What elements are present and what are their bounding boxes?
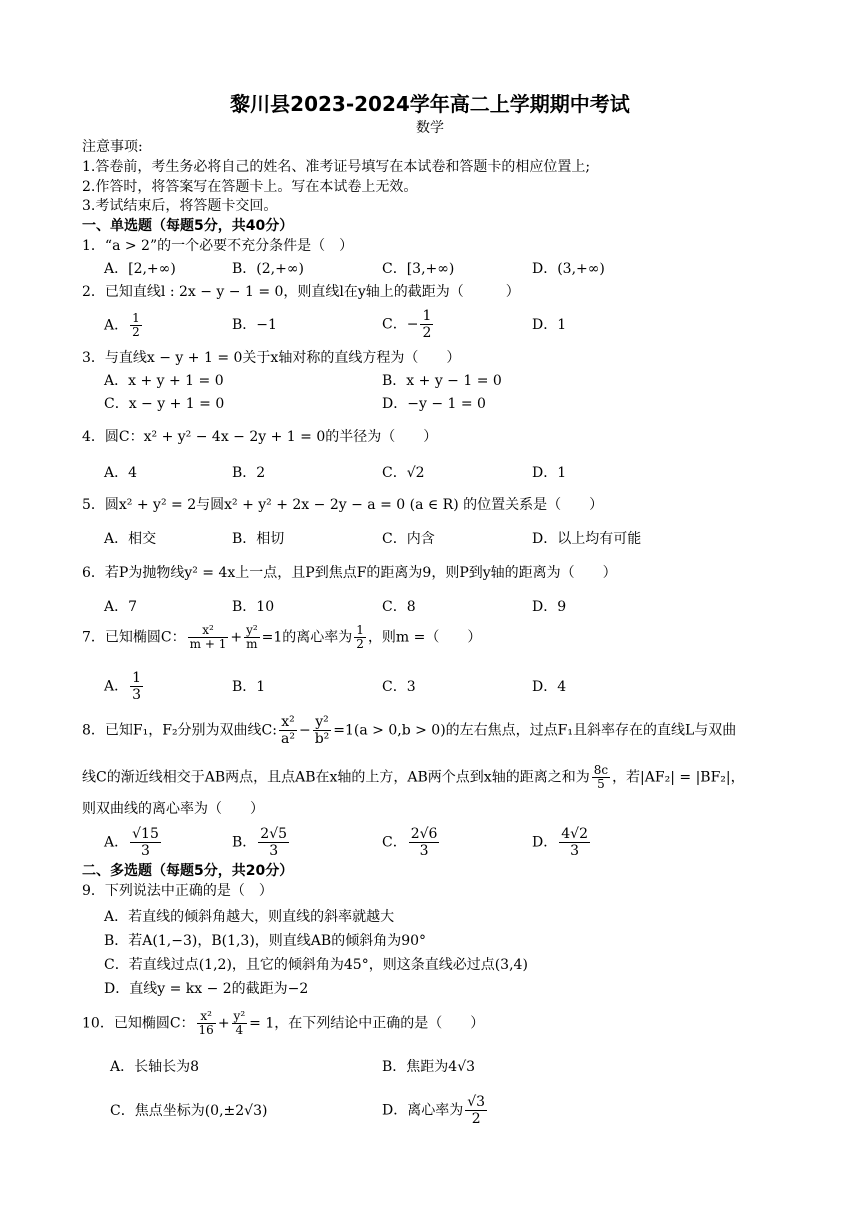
fraction [465, 1094, 487, 1127]
q8-line-2 [82, 764, 745, 791]
q10-stem-suffix: = 1，在下列结论中正确的是（ ） [249, 1015, 485, 1032]
fraction-numerator: 2√5 [260, 826, 288, 842]
fraction-denominator: m + 1 [189, 637, 227, 651]
fraction [592, 764, 610, 791]
q1-stem: 1．“a > 2”的一个必要不充分条件是（ ） [82, 238, 354, 254]
fraction [258, 826, 289, 859]
q1-option-d: D．(3,+∞) [532, 261, 605, 277]
q9-option-c: C．若直线过点(1,2)，且它的倾斜角为45°，则这条直线必过点(3,4) [104, 957, 528, 973]
q10-option-b: B．焦距为4√3 [382, 1059, 476, 1075]
fraction-denominator: 5 [597, 777, 605, 791]
fraction-denominator: 2 [356, 637, 364, 651]
fraction-numerator: x² [279, 714, 297, 731]
q4-option-c: C．√2 [382, 465, 425, 481]
q3-stem: 3．与直线x − y + 1 = 0关于x轴对称的直线方程为（ ） [82, 350, 461, 366]
q10-option-d [382, 1094, 489, 1127]
notice-item-1: 1.答卷前，考生务必将自己的姓名、准考证号填写在本试卷和答题卡的相应位置上; [82, 159, 591, 175]
fraction-denominator: m [246, 637, 258, 651]
q2-option-a [104, 312, 144, 339]
q4-stem: 4．圆C：x² + y² − 4x − 2y + 1 = 0的半径为（ ） [82, 429, 438, 445]
minus-sign: − [298, 722, 311, 739]
q10-stem [82, 1010, 484, 1037]
fraction-denominator: 3 [141, 843, 150, 859]
fraction-denominator: 3 [269, 843, 279, 859]
fraction [188, 624, 229, 651]
q6-option-a: A．7 [104, 599, 138, 615]
fraction [313, 714, 332, 747]
q5-option-c: C．内含 [382, 531, 435, 547]
q1-option-a: A．[2,+∞) [104, 261, 176, 277]
subject-label: 数学 [416, 120, 444, 136]
fraction-denominator: 3 [419, 843, 429, 859]
q8-line-3: 则双曲线的离心率为（ ） [82, 801, 264, 817]
notice-item-3: 3.考试结束后，将答题卡交回。 [82, 198, 278, 214]
fraction-numerator: x² [197, 1010, 216, 1024]
q6-option-d: D．9 [532, 599, 567, 615]
q10-stem-prefix: 10．已知椭圆C： [82, 1015, 195, 1032]
q5-stem: 5．圆x² + y² = 2与圆x² + y² + 2x − 2y − a = 0 (a ∈ R) 的位置关系是（ ） [82, 497, 604, 513]
q9-option-b: B．若A(1,−3)，B(1,3)，则直线AB的倾斜角为90° [104, 933, 427, 949]
fraction-numerator: y² [313, 714, 332, 731]
q8-line2-suffix: ，若|AF₂| = |BF₂|， [612, 769, 745, 786]
fraction-numerator: √15 [132, 826, 159, 842]
q8-line1-prefix: 8．已知F₁，F₂分别为双曲线C: [82, 722, 277, 739]
q2-option-c [382, 308, 435, 341]
q7-option-a [104, 670, 145, 703]
fraction-denominator: 2 [422, 325, 432, 341]
q7-option-d: D．4 [532, 679, 567, 695]
fraction-numerator: 1 [422, 308, 432, 324]
fraction-denominator: 2 [471, 1111, 481, 1127]
q8-option-d [532, 826, 592, 859]
q7-stem-prefix: 7．已知椭圆C： [82, 629, 186, 646]
q9-stem: 9．下列说法中正确的是（ ） [82, 883, 273, 899]
q6-stem: 6．若P为抛物线y² = 4x上一点，且P到焦点F的距离为9，则P到y轴的距离为（ ） [82, 565, 617, 581]
q3-option-a: A．x + y + 1 = 0 [104, 373, 224, 389]
fraction-numerator: √3 [467, 1094, 486, 1110]
q8-option-c [382, 826, 441, 859]
fraction-numerator: 2√6 [410, 826, 438, 842]
q8-option-a [104, 826, 163, 859]
fraction-denominator: 4 [235, 1023, 244, 1037]
q8-line-1 [82, 714, 736, 747]
fraction-numerator: y² [233, 1009, 246, 1023]
fraction [130, 670, 143, 703]
q9-option-a: A．若直线的倾斜角越大，则直线的斜率就越大 [104, 909, 395, 925]
q5-option-a: A．相交 [104, 531, 157, 547]
fraction-numerator: 1 [132, 670, 142, 686]
q1-option-c: C．[3,+∞) [382, 261, 455, 277]
q8-line1-suffix: =1(a > 0,b > 0)的左右焦点，过点F₁且斜率存在的直线L与双曲 [333, 722, 737, 739]
q10-option-a: A．长轴长为8 [110, 1059, 200, 1075]
q5-option-b: B．相切 [232, 531, 285, 547]
q1-option-b: B．(2,+∞) [232, 261, 304, 277]
fraction-denominator: a² [281, 731, 295, 747]
q6-option-b: B．10 [232, 599, 275, 615]
q7-stem [82, 624, 481, 651]
fraction [354, 624, 366, 651]
fraction-numerator: y² [246, 623, 258, 637]
q9-option-d: D．直线y = kx − 2的截距为−2 [104, 981, 309, 997]
q7-stem-middle: =1的离心率为 [261, 629, 353, 646]
option-label: B． [232, 834, 257, 851]
option-label: D．离心率为 [382, 1102, 464, 1119]
fraction-numerator: 4√2 [561, 826, 588, 842]
fraction-numerator: x² [188, 624, 229, 638]
option-label: A． [104, 317, 129, 334]
plus-sign: + [217, 1015, 230, 1032]
notice-item-2: 2.作答时，将答案写在答题卡上。写在本试卷上无效。 [82, 179, 418, 195]
section-heading-multi-choice: 二、多选题（每题5分，共20分） [82, 863, 294, 879]
option-label: C．− [382, 316, 419, 333]
q2-option-b: B．−1 [232, 317, 277, 333]
q4-option-a: A．4 [104, 465, 138, 481]
section-heading-single-choice: 一、单选题（每题5分，共40分） [82, 218, 294, 234]
q8-option-b [232, 826, 291, 859]
q6-option-c: C．8 [382, 599, 416, 615]
plus-sign: + [230, 629, 243, 646]
fraction [232, 1010, 248, 1037]
q10-option-c: C．焦点坐标为(0,±2√3) [110, 1103, 268, 1119]
fraction-numerator: 8c [593, 763, 609, 777]
q7-option-c: C．3 [382, 679, 416, 695]
option-label: C． [382, 834, 407, 851]
fraction-denominator: 2 [132, 325, 140, 339]
fraction-denominator: 3 [570, 843, 580, 859]
fraction [244, 624, 260, 651]
q2-option-d: D．1 [532, 317, 567, 333]
fraction-denominator: b² [314, 731, 330, 747]
q8-line2-prefix: 线C的渐近线相交于AB两点，且点AB在x轴的上方，AB两个点到x轴的距离之和为 [82, 769, 590, 786]
q4-option-b: B．2 [232, 465, 266, 481]
q3-option-b: B．x + y − 1 = 0 [382, 373, 502, 389]
q3-option-c: C．x − y + 1 = 0 [104, 396, 225, 412]
fraction-denominator: 16 [198, 1023, 214, 1037]
notice-heading: 注意事项: [82, 139, 143, 155]
fraction [130, 312, 142, 339]
q4-option-d: D．1 [532, 465, 567, 481]
fraction [420, 308, 433, 341]
option-label: D． [532, 834, 558, 851]
fraction-numerator: 1 [356, 623, 364, 637]
fraction-denominator: 3 [132, 687, 142, 703]
q7-option-b: B．1 [232, 679, 266, 695]
fraction-numerator: 1 [132, 311, 140, 325]
fraction [279, 714, 297, 747]
q2-stem: 2．已知直线l : 2x − y − 1 = 0，则直线l在y轴上的截距为（ ） [82, 284, 520, 300]
fraction [197, 1010, 216, 1037]
fraction [409, 826, 440, 859]
q3-option-d: D．−y − 1 = 0 [382, 396, 486, 412]
page-title: 黎川县2023-2024学年高二上学期期中考试 [230, 92, 630, 116]
option-label: A． [104, 834, 129, 851]
fraction [559, 826, 590, 859]
q5-option-d: D．以上均有可能 [532, 531, 642, 547]
q7-stem-suffix: ，则m =（ ） [367, 629, 482, 646]
option-label: A． [104, 678, 129, 695]
fraction [130, 826, 161, 859]
